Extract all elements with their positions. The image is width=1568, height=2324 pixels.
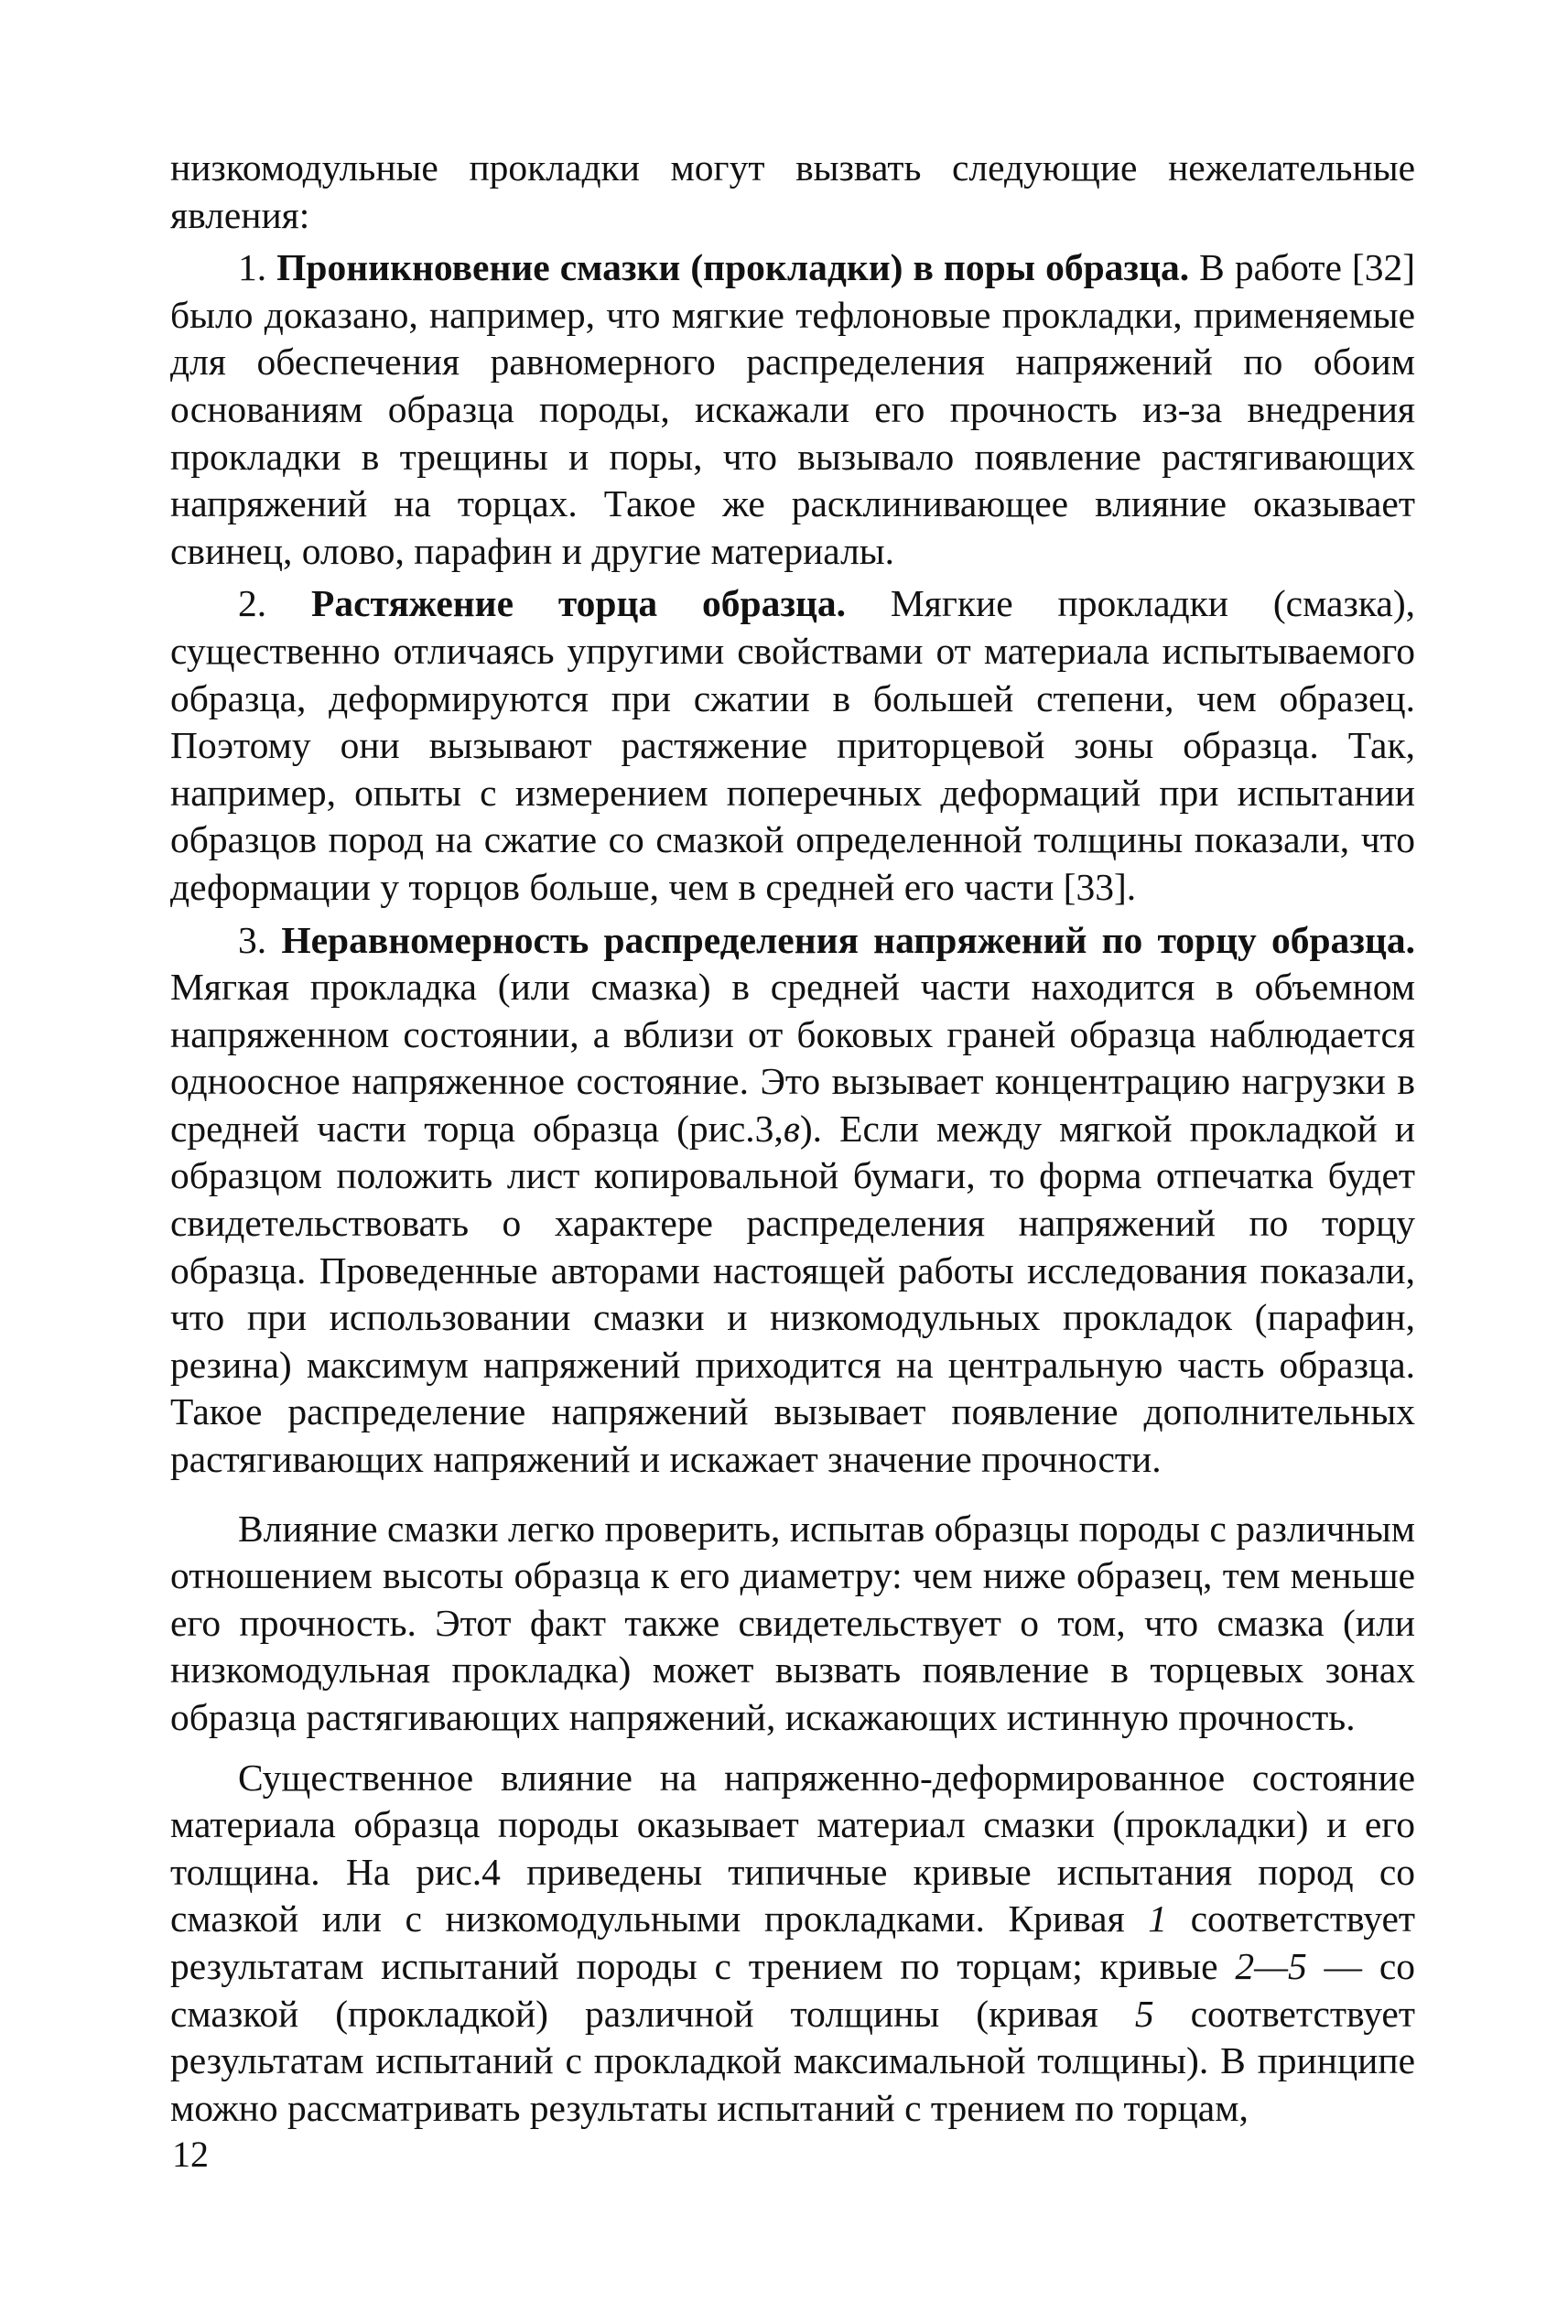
list-item-3 — [170, 917, 1415, 1484]
curve-5-label: 5 — [1134, 1992, 1154, 2035]
list-item-2-body: Мягкие прокладки (смазка), существенно отличаясь упругими свойствами от материала испытываемого образца, деформируются при сжатии в большей степени, чем образец. Поэтому они вызывают растяжение приторцевой зоны образца. Так, например, опыты с измерением поперечных деформаций при испытании образцов пород на сжатие со смазкой определенной толщины показали, что деформации у торцов больше, чем в средней его части [33]. — [170, 582, 1416, 908]
material-paragraph-part-3: — со смазкой (прокладкой) различной толщины (кривая — [170, 1944, 1416, 2035]
figure-panel-letter: в — [783, 1107, 800, 1150]
lubricant-influence-paragraph: Влияние смазки легко проверить, испытав образцы породы с различным отношением высоты образца к его диаметру: чем ниже образец, тем меньше его прочность. Этот факт также свидетельствует о том, что смазка (или низкомодульная прокладка) может вызвать появление в торцевых зонах образца растягивающих напряжений, искажающих истинную прочность. — [170, 1507, 1415, 1738]
list-item-2-number: 2. — [238, 582, 267, 625]
list-item-3-title: Неравномерность распределения напряжений по торцу образца. — [281, 918, 1415, 961]
list-item-2-title: Растяжение торца образца. — [310, 582, 847, 625]
material-influence-paragraph — [170, 1755, 1415, 2133]
list-item-1 — [170, 244, 1415, 575]
list-item-1-title: Проникновение смазки (прокладки) в поры образца. — [276, 246, 1190, 289]
list-item-2 — [170, 580, 1415, 911]
list-item-1-number: 1. — [238, 246, 267, 289]
list-item-3-number: 3. — [238, 918, 267, 961]
curve-1-label: 1 — [1148, 1897, 1167, 1940]
list-item-3-body-end: ). Если между мягкой прокладкой и образцом положить лист копировальной бумаги, то форма отпечатка будет свидетельствовать о характере распределения напряжений по торцу образца. Проведенные авторами настоящей работы исследования показали, что при использовании смазки и низкомодульных прокладок (парафин, резина) максимум напряжений приходится на центральную часть образца. Такое распределение напряжений вызывает появление дополнительных растягивающих напряжений и искажает значение прочности. — [170, 1107, 1416, 1481]
material-paragraph-part-1: Существенное влияние на напряженно-деформированное состояние материала образца породы оказывает материал смазки (прокладки) и его толщина. На рис.4 приведены типичные кривые испытания пород со смазкой или с низкомодульными прокладками. Кривая — [170, 1756, 1415, 1940]
curves-range-label: 2—5 — [1235, 1944, 1307, 1987]
list-item-3-body-start: Мягкая прокладка (или смазка) в средней части находится в объемном напряженном состоянии, а вблизи от боковых граней образца наблюдается одноосное напряженное состояние. Это вызывает концентрацию нагрузки в средней части торца образца (рис.3, — [170, 966, 1415, 1150]
material-paragraph-part-2: соответствует результатам испытаний породы с трением по торцам; кривые — [170, 1897, 1415, 1987]
page-body — [170, 145, 1415, 2132]
list-item-1-body: В работе [32] было доказано, например, что мягкие тефлоновые прокладки, применяемые для обеспечения равномерного распределения напряжений по обоим основаниям образца породы, искажали его прочность из-за внедрения прокладки в трещины и поры, что вызывало появление растягивающих напряжений на торцах. Такое же расклинивающее влияние оказывает свинец, олово, парафин и другие материалы. — [170, 246, 1416, 572]
material-paragraph-part-4: соответствует результатам испытаний с прокладкой максимальной толщины). В принципе можно рассматривать результаты испытаний с трением по торцам, — [170, 1992, 1415, 2129]
intro-paragraph: низкомодульные прокладки могут вызвать следующие нежелательные явления: — [170, 146, 1415, 236]
page-number: 12 — [172, 2134, 209, 2175]
